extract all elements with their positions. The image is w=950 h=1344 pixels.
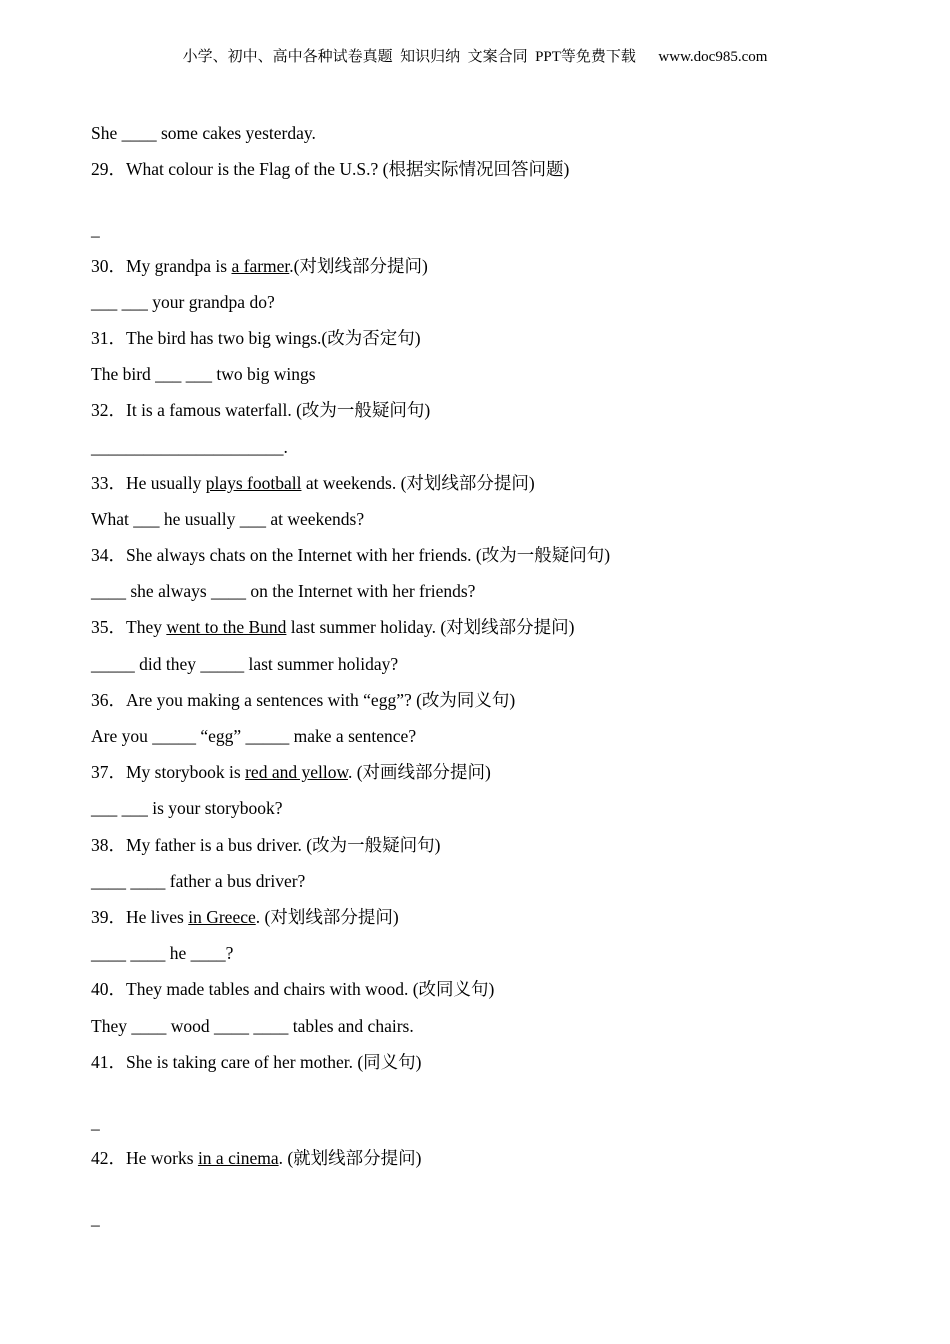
line-segment: last summer holiday. (对划线部分提问) <box>286 617 575 638</box>
line-segment: _____ did they _____ last summer holiday? <box>91 653 399 674</box>
line-segment: ____ she always ____ on the Internet with her friends? <box>91 581 476 602</box>
line-segment: at weekends. (对划线部分提问) <box>301 472 535 493</box>
line-segment: . (就划线部分提问) <box>278 1148 422 1169</box>
text-line <box>91 866 891 902</box>
line-segment: Are you _____ “egg” _____ make a sentence? <box>91 726 417 746</box>
underlined-phrase: red and yellow <box>245 762 348 783</box>
line-segment: 39．He lives <box>91 906 189 927</box>
line-segment: 42．He works <box>91 1148 198 1169</box>
text-line <box>91 1011 891 1047</box>
text-line <box>91 287 891 323</box>
text-line <box>91 540 891 576</box>
line-segment: She ____ some cakes yesterday. <box>91 123 316 143</box>
text-line <box>91 649 891 685</box>
text-line <box>91 576 891 612</box>
line-segment: 41．She is taking care of her mother. (同义句) <box>91 1051 422 1072</box>
line-segment: 35．They <box>91 617 167 638</box>
text-line <box>91 154 891 190</box>
line-segment: ____ ____ he ____? <box>91 943 234 964</box>
line-segment: ______________________. <box>91 436 288 457</box>
text-line <box>91 468 891 504</box>
line-segment: _ <box>91 1111 100 1132</box>
text-line <box>91 432 891 468</box>
line-segment: _ <box>91 1208 100 1229</box>
blank-spacer <box>91 1083 891 1107</box>
text-line <box>91 757 891 793</box>
text-line <box>91 214 891 250</box>
line-segment: 32．It is a famous waterfall. (改为一般疑问句) <box>91 400 431 421</box>
blank-spacer <box>91 190 891 214</box>
line-segment: 40．They made tables and chairs with wood. (改同义句) <box>91 979 495 1000</box>
line-segment: 36．Are you making a sentences with “egg”? (改为同义句) <box>91 689 516 710</box>
text-line <box>91 902 891 938</box>
text-line <box>91 395 891 431</box>
line-segment: 31．The bird has two big wings.(改为否定句) <box>91 327 421 348</box>
text-line <box>91 323 891 359</box>
text-line <box>91 830 891 866</box>
line-segment: 37．My storybook is <box>91 762 246 783</box>
text-line <box>91 612 891 648</box>
line-segment: What ___ he usually ___ at weekends? <box>91 508 365 529</box>
blank-spacer <box>91 1179 891 1203</box>
text-line <box>91 251 891 287</box>
line-segment: They ____ wood ____ ____ tables and chairs. <box>91 1015 414 1036</box>
line-segment: 38．My father is a bus driver. (改为一般疑问句) <box>91 834 441 855</box>
text-line <box>91 1143 891 1179</box>
line-segment: .(对划线部分提问) <box>289 255 428 276</box>
text-line <box>91 359 891 395</box>
underlined-phrase: went to the Bund <box>166 617 287 638</box>
worksheet-body <box>91 118 891 1239</box>
text-line <box>91 974 891 1010</box>
line-segment: 29．What colour is the Flag of the U.S.? (根据实际情况回答问题) <box>91 159 570 180</box>
line-segment: 30．My grandpa is <box>91 255 232 276</box>
text-line <box>91 685 891 721</box>
line-segment: The bird ___ ___ two big wings <box>91 364 316 385</box>
underlined-phrase: in a cinema <box>197 1148 279 1169</box>
text-line <box>91 721 891 757</box>
text-line <box>91 118 891 154</box>
underlined-phrase: a farmer <box>231 255 290 276</box>
line-segment: 34．She always chats on the Internet with her friends. (改为一般疑问句) <box>91 545 611 566</box>
line-segment: ____ ____ father a bus driver? <box>91 870 306 891</box>
line-segment: 33．He usually <box>91 472 206 493</box>
line-segment: ___ ___ is your storybook? <box>91 798 283 819</box>
text-line <box>91 1107 891 1143</box>
line-segment: . (对画线部分提问) <box>347 762 491 783</box>
line-segment: _ <box>91 219 100 240</box>
underlined-phrase: in Greece <box>188 906 256 927</box>
text-line <box>91 1047 891 1083</box>
underlined-phrase: plays football <box>205 472 302 493</box>
text-line <box>91 938 891 974</box>
page-header: 小学、初中、高中各种试卷真题 知识归纳 文案合同 PPT等免费下载 www.doc985.com <box>182 49 768 65</box>
line-segment: ___ ___ your grandpa do? <box>91 291 275 312</box>
text-line <box>91 504 891 540</box>
text-line <box>91 1203 891 1239</box>
line-segment: . (对划线部分提问) <box>255 906 399 927</box>
text-line <box>91 793 891 829</box>
